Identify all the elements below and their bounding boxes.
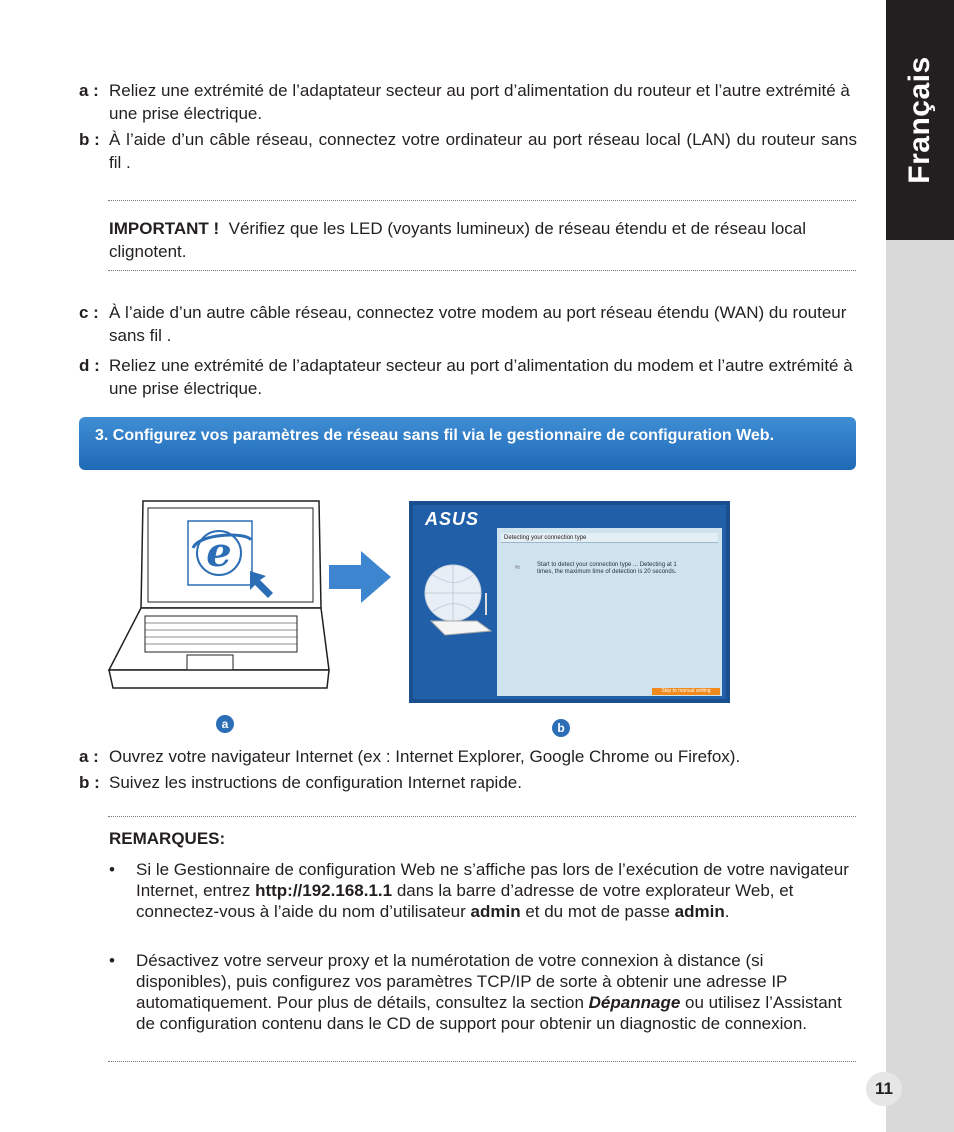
panel-title: Detecting your connection type <box>501 533 718 543</box>
step-3-header <box>79 417 856 470</box>
content-panel <box>497 528 722 696</box>
step-label: a : <box>79 747 99 766</box>
skip-manual-setting-button[interactable]: Skip to manual setting <box>652 688 720 695</box>
bullet-text: Désactivez votre serveur proxy et la numérotation de votre connexion à distance (si disponibles), puis configurez vos paramètres TCP/IP de sorte à obtenir une adresse IP automatiquement. Pour plus de détails, consultez la section Dépannage ou utilisez l’Assistant de configuration contenu dans le CD de support pour obtenir un diagnostic de connexion. <box>136 951 842 1033</box>
bullet-dot: • <box>109 860 115 879</box>
bullet-dot: • <box>109 951 115 970</box>
step-text: Reliez une extrémité de l’adaptateur secteur au port d’alimentation du modem et l’autre extrémité à une prise électrique. <box>109 356 853 398</box>
figure-label-b: b <box>552 719 570 737</box>
step-a-power-router <box>79 79 857 125</box>
step-label: b : <box>79 130 100 149</box>
step-label: d : <box>79 356 100 375</box>
step-label: c : <box>79 303 99 322</box>
web-gui-screenshot <box>409 501 730 703</box>
right-arrow-icon <box>329 551 393 603</box>
figure-label-a: a <box>216 715 234 733</box>
language-label: Français <box>903 56 936 184</box>
step-label: a : <box>79 81 99 100</box>
svg-text:e: e <box>206 529 232 576</box>
globe-router-icon <box>419 553 499 653</box>
divider <box>108 200 856 201</box>
panel-text: Start to detect your connection type ... Detecting at 1 times, the maximum time of detection is 20 seconds. <box>537 562 677 575</box>
step-text: Ouvrez votre navigateur Internet (ex : Internet Explorer, Google Chrome ou Firefox). <box>109 747 741 766</box>
asus-logo: ASUS <box>425 509 480 529</box>
step-label: b : <box>79 773 100 792</box>
step-text: À l’aide d’un autre câble réseau, connectez votre modem au port réseau étendu (WAN) du routeur sans fil . <box>109 303 847 345</box>
step-text: Suivez les instructions de configuration Internet rapide. <box>109 773 522 792</box>
step-b-lan-cable <box>79 128 857 174</box>
step-a-open-browser <box>79 745 857 768</box>
step-d-power-modem <box>79 354 857 400</box>
step-3-title: 3. Configurez vos paramètres de réseau sans fil via le gestionnaire de configuration Web. <box>95 427 775 444</box>
remarque-bullet-1 <box>109 859 859 922</box>
step-c-wan-cable <box>79 301 857 347</box>
divider <box>108 270 856 271</box>
web-gui-background <box>413 505 726 699</box>
language-tab <box>886 0 954 240</box>
divider <box>108 816 856 817</box>
important-label: IMPORTANT ! <box>109 219 220 238</box>
divider <box>108 1061 856 1062</box>
important-note <box>109 217 854 263</box>
important-text: Vérifiez que les LED (voyants lumineux) de réseau étendu et de réseau local clignotent. <box>109 219 807 261</box>
signal-icon: ≈ <box>515 562 520 572</box>
bullet-text: Si le Gestionnaire de configuration Web ne s’affiche pas lors de l’exécution de votre navigateur Internet, entrez http://192.168.1.1 dans la barre d’adresse de votre explorateur Web, et connectez-vous à l’aide du nom d’utilisateur admin et du mot de passe admin. <box>136 860 849 921</box>
side-strip <box>886 240 954 1132</box>
laptop-illustration <box>107 498 332 693</box>
page-number: 11 <box>866 1072 902 1106</box>
remarques-title: REMARQUES: <box>109 829 226 848</box>
remarque-bullet-2 <box>109 950 859 1034</box>
step-text: Reliez une extrémité de l’adaptateur secteur au port d’alimentation du routeur et l’autre extrémité à une prise électrique. <box>109 81 850 123</box>
step-text: À l’aide d’un câble réseau, connectez votre ordinateur au port réseau local (LAN) du routeur sans fil . <box>109 130 857 172</box>
step-b-follow-instructions <box>79 771 857 794</box>
